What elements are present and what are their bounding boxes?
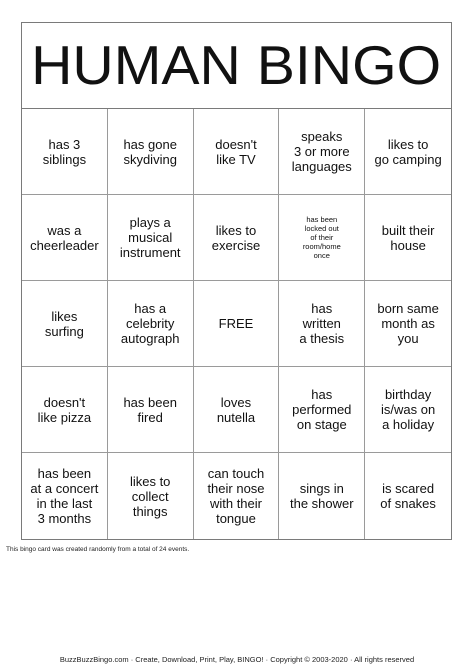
bingo-cell: doesn't like pizza bbox=[22, 367, 108, 453]
bingo-cell: can touch their nose with their tongue bbox=[194, 453, 280, 539]
bingo-cell: plays a musical instrument bbox=[108, 195, 194, 281]
bingo-cell: likes surfing bbox=[22, 281, 108, 367]
bingo-cell: born same month as you bbox=[365, 281, 451, 367]
bingo-cell: has performed on stage bbox=[279, 367, 365, 453]
bingo-cell: has been fired bbox=[108, 367, 194, 453]
bingo-grid bbox=[22, 109, 451, 539]
bingo-cell: speaks 3 or more languages bbox=[279, 109, 365, 195]
bingo-cell: likes to collect things bbox=[108, 453, 194, 539]
free-space-cell: FREE bbox=[194, 281, 280, 367]
bingo-cell: has written a thesis bbox=[279, 281, 365, 367]
card-title: HUMAN BINGO bbox=[31, 34, 442, 96]
bingo-cell: was a cheerleader bbox=[22, 195, 108, 281]
bingo-cell: built their house bbox=[365, 195, 451, 281]
bingo-cell: doesn't like TV bbox=[194, 109, 280, 195]
bingo-cell: likes to exercise bbox=[194, 195, 280, 281]
bingo-cell: loves nutella bbox=[194, 367, 280, 453]
bingo-cell: sings in the shower bbox=[279, 453, 365, 539]
footer-copyright: BuzzBuzzBingo.com · Create, Download, Print, Play, BINGO! · Copyright © 2003-2020 · All rights reserved bbox=[59, 655, 415, 664]
bingo-cell: has gone skydiving bbox=[108, 109, 194, 195]
bingo-cell: birthday is/was on a holiday bbox=[365, 367, 451, 453]
generation-note: This bingo card was created randomly from a total of 24 events. bbox=[6, 546, 190, 553]
bingo-cell: has 3 siblings bbox=[22, 109, 108, 195]
bingo-cell: likes to go camping bbox=[365, 109, 451, 195]
bingo-cell: has been at a concert in the last 3 months bbox=[22, 453, 108, 539]
bingo-cell: is scared of snakes bbox=[380, 481, 436, 511]
bingo-card bbox=[21, 22, 452, 540]
bingo-cell: has been locked out of their room/home once bbox=[279, 195, 365, 281]
bingo-cell: has a celebrity autograph bbox=[108, 281, 194, 367]
title-box bbox=[22, 23, 451, 109]
